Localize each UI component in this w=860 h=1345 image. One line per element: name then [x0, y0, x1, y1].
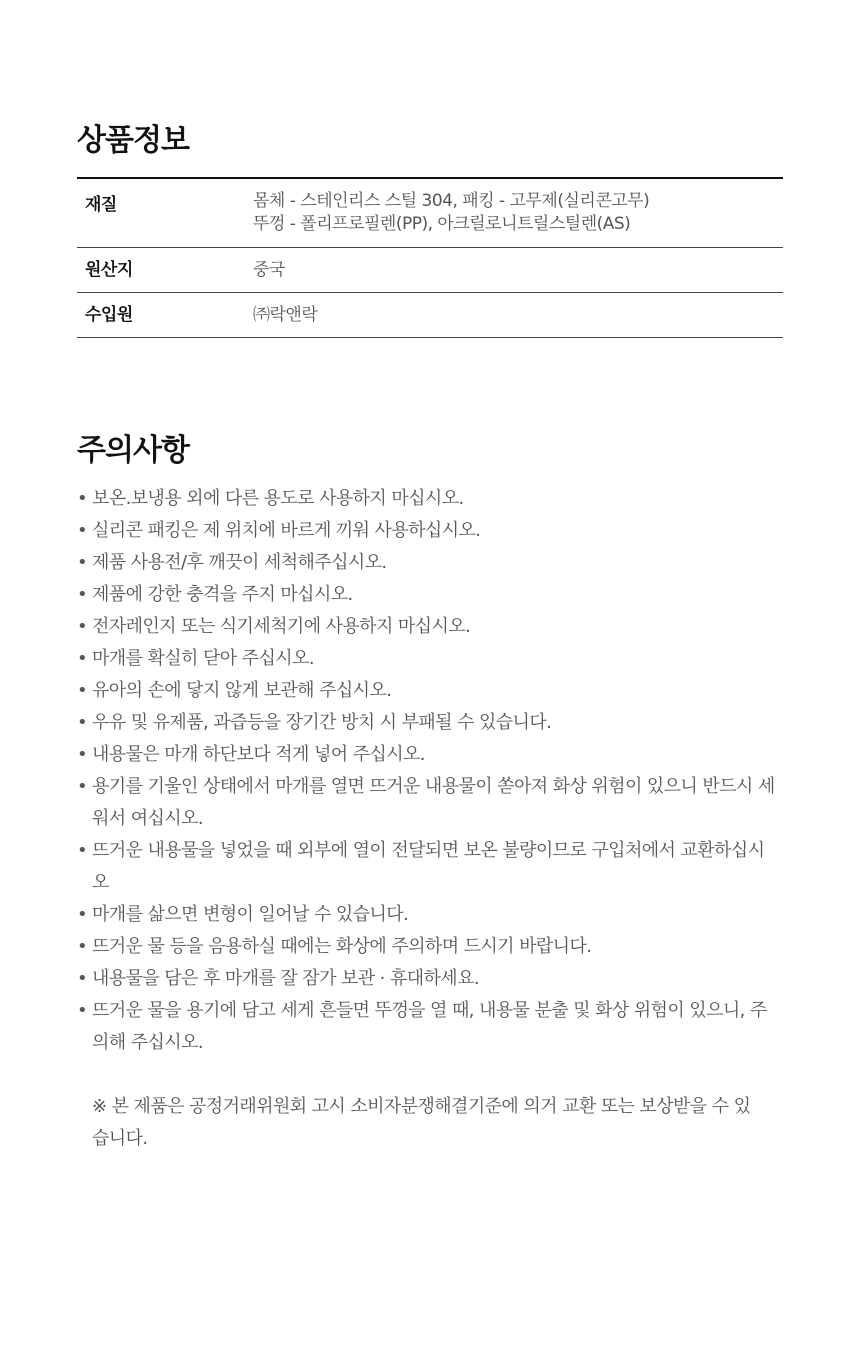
caution-list [77, 483, 777, 1059]
caution-item [77, 739, 777, 771]
bullet-icon: • [77, 712, 88, 733]
bullet-icon: • [77, 840, 88, 861]
caution-item [77, 515, 777, 547]
info-value-importer: ㈜락앤락 [253, 293, 783, 338]
caution-item [77, 547, 777, 579]
bullet-icon: • [77, 680, 88, 701]
caution-text: 마개를 확실히 닫아 주십시오. [92, 648, 314, 669]
bullet-icon: • [77, 1000, 88, 1021]
caution-item [77, 963, 777, 995]
info-value-line: 몸체 - 스테인리스 스틸 304, 패킹 - 고무제(실리콘고무) [253, 191, 650, 211]
caution-item [77, 483, 777, 515]
caution-text: 보온.보냉용 외에 다른 용도로 사용하지 마십시오. [92, 488, 464, 509]
caution-text: 용기를 기울인 상태에서 마개를 열면 뜨거운 내용물이 쏟아져 화상 위험이 있으니 반드시 세워서 여십시오. [92, 776, 775, 829]
caution-text: 제품 사용전/후 깨끗이 세척해주십시오. [92, 552, 387, 573]
bullet-icon: • [77, 520, 88, 541]
bullet-icon: • [77, 488, 88, 509]
caution-item [77, 707, 777, 739]
warranty-notice: ※ 본 제품은 공정거래위원회 고시 소비자분쟁해결기준에 의거 교환 또는 보상받을 수 있습니다. [92, 1096, 751, 1149]
caution-text: 뜨거운 내용물을 넣었을 때 외부에 열이 전달되면 보온 불량이므로 구입처에서 교환하십시오 [92, 840, 765, 893]
bullet-icon: • [77, 552, 88, 573]
caution-item [77, 899, 777, 931]
caution-text: 마개를 삶으면 변형이 일어날 수 있습니다. [92, 904, 409, 925]
bullet-icon: • [77, 936, 88, 957]
caution-text: 유아의 손에 닿지 않게 보관해 주십시오. [92, 680, 392, 701]
bullet-icon: • [77, 584, 88, 605]
info-label-importer: 수입원 [77, 293, 253, 338]
caution-item [77, 995, 777, 1059]
bullet-icon: • [77, 616, 88, 637]
caution-text: 실리콘 패킹은 제 위치에 바르게 끼워 사용하십시오. [92, 520, 481, 541]
info-label-material: 재질 [77, 178, 253, 248]
caution-item [77, 675, 777, 707]
caution-item [77, 835, 777, 899]
caution-text: 제품에 강한 충격을 주지 마십시오. [92, 584, 353, 605]
info-row-material [77, 178, 783, 248]
product-info-title: 상품정보 [77, 123, 189, 158]
cautions-title: 주의사항 [77, 433, 189, 468]
caution-item [77, 579, 777, 611]
info-value-origin: 중국 [253, 248, 783, 293]
bullet-icon: • [77, 648, 88, 669]
info-row-origin [77, 248, 783, 293]
caution-text: 내용물은 마개 하단보다 적게 넣어 주십시오. [92, 744, 425, 765]
caution-text: 뜨거운 물 등을 음용하실 때에는 화상에 주의하며 드시기 바랍니다. [92, 936, 592, 957]
caution-item [77, 771, 777, 835]
info-label-origin: 원산지 [77, 248, 253, 293]
info-value-line: 뚜껑 - 폴리프로필렌(PP), 아크릴로니트릴스틸렌(AS) [253, 214, 631, 234]
caution-text: 전자레인지 또는 식기세척기에 사용하지 마십시오. [92, 616, 471, 637]
info-row-importer [77, 293, 783, 338]
product-info-table [77, 177, 783, 338]
caution-item [77, 611, 777, 643]
caution-text: 뜨거운 물을 용기에 담고 세게 흔들면 뚜껑을 열 때, 내용물 분출 및 화상 위험이 있으니, 주의해 주십시오. [92, 1000, 767, 1053]
bullet-icon: • [77, 968, 88, 989]
caution-text: 내용물을 담은 후 마개를 잘 잠가 보관 · 휴대하세요. [92, 968, 479, 989]
caution-item [77, 931, 777, 963]
bullet-icon: • [77, 776, 88, 797]
caution-item [77, 643, 777, 675]
caution-text: 우유 및 유제품, 과즙등을 장기간 방치 시 부패될 수 있습니다. [92, 712, 552, 733]
info-value-material [253, 178, 783, 248]
bullet-icon: • [77, 904, 88, 925]
bullet-icon: • [77, 744, 88, 765]
